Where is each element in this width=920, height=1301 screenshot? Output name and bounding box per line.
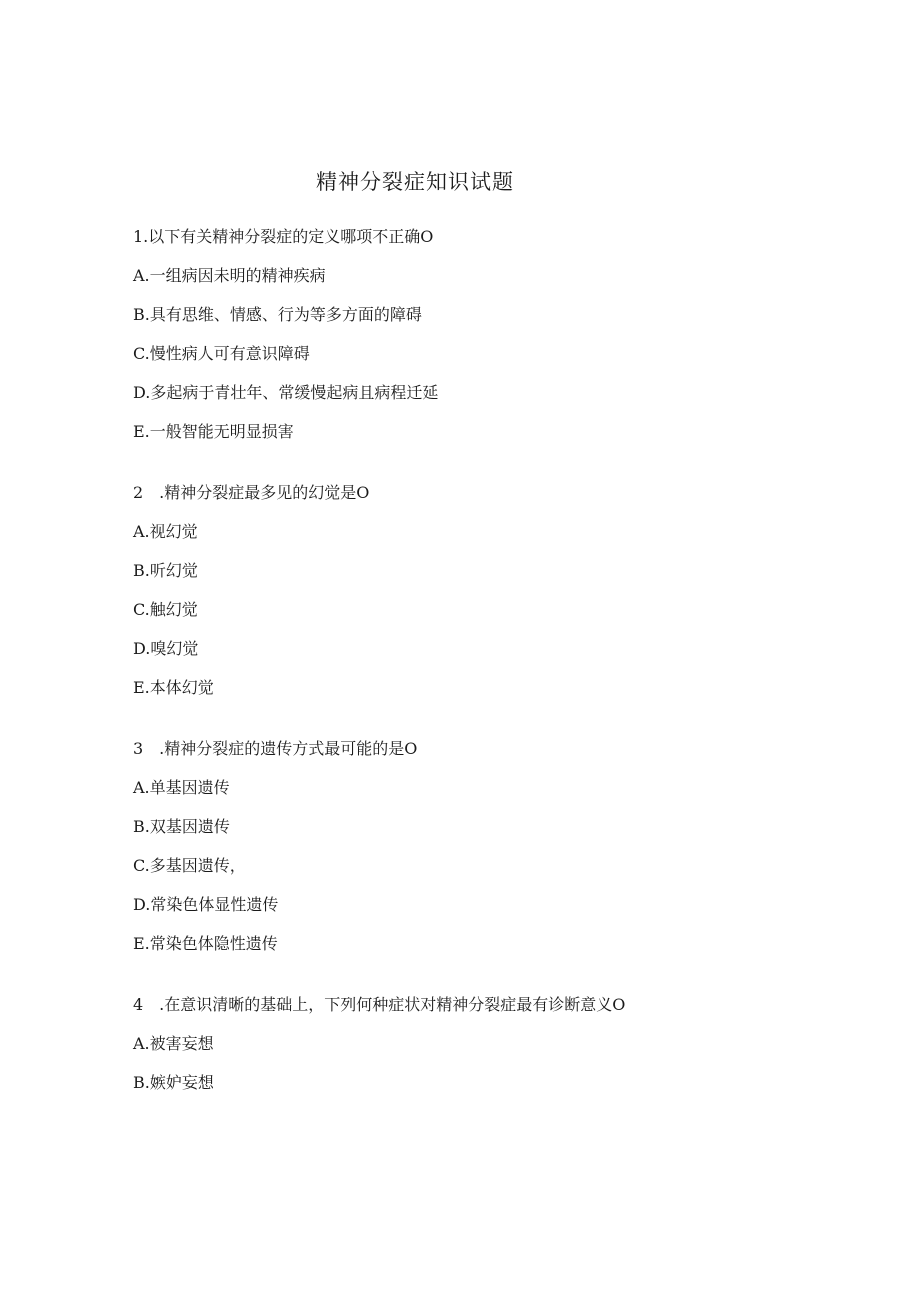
question-3-option-d: D.常染色体显性遗传 — [133, 895, 279, 914]
question-3-stem: 3 .精神分裂症的遗传方式最可能的是O — [133, 739, 418, 758]
document-title: 精神分裂症知识试题 — [316, 170, 514, 194]
question-4-stem: 4 .在意识清晰的基础上，下列何种症状对精神分裂症最有诊断意义O — [133, 995, 626, 1014]
question-2-option-d: D.嗅幻觉 — [133, 639, 199, 658]
question-2-stem: 2 .精神分裂症最多见的幻觉是O — [133, 483, 370, 502]
question-1-option-b: B.具有思维、情感、行为等多方面的障碍 — [133, 305, 422, 324]
question-2-option-a: A.视幻觉 — [133, 522, 198, 541]
question-3-option-c: C.多基因遗传， — [133, 856, 246, 875]
question-4-option-a: A.被害妄想 — [133, 1034, 214, 1053]
question-1-option-c: C.慢性病人可有意识障碍 — [133, 344, 310, 363]
question-2-option-e: E.本体幻觉 — [133, 678, 214, 697]
question-3-option-a: A.单基因遗传 — [133, 778, 230, 797]
question-3-option-b: B.双基因遗传 — [133, 817, 230, 836]
question-4-option-b: B.嫉妒妄想 — [133, 1073, 214, 1092]
question-1-option-d: D.多起病于青壮年、常缓慢起病且病程迁延 — [133, 383, 439, 402]
question-1-stem: 1.以下有关精神分裂症的定义哪项不正确O — [133, 227, 434, 246]
question-1-option-e: E.一般智能无明显损害 — [133, 422, 294, 441]
question-2-option-b: B.听幻觉 — [133, 561, 198, 580]
question-1-option-a: A.一组病因未明的精神疾病 — [133, 266, 326, 285]
question-3-option-e: E.常染色体隐性遗传 — [133, 934, 278, 953]
question-2-option-c: C.触幻觉 — [133, 600, 198, 619]
